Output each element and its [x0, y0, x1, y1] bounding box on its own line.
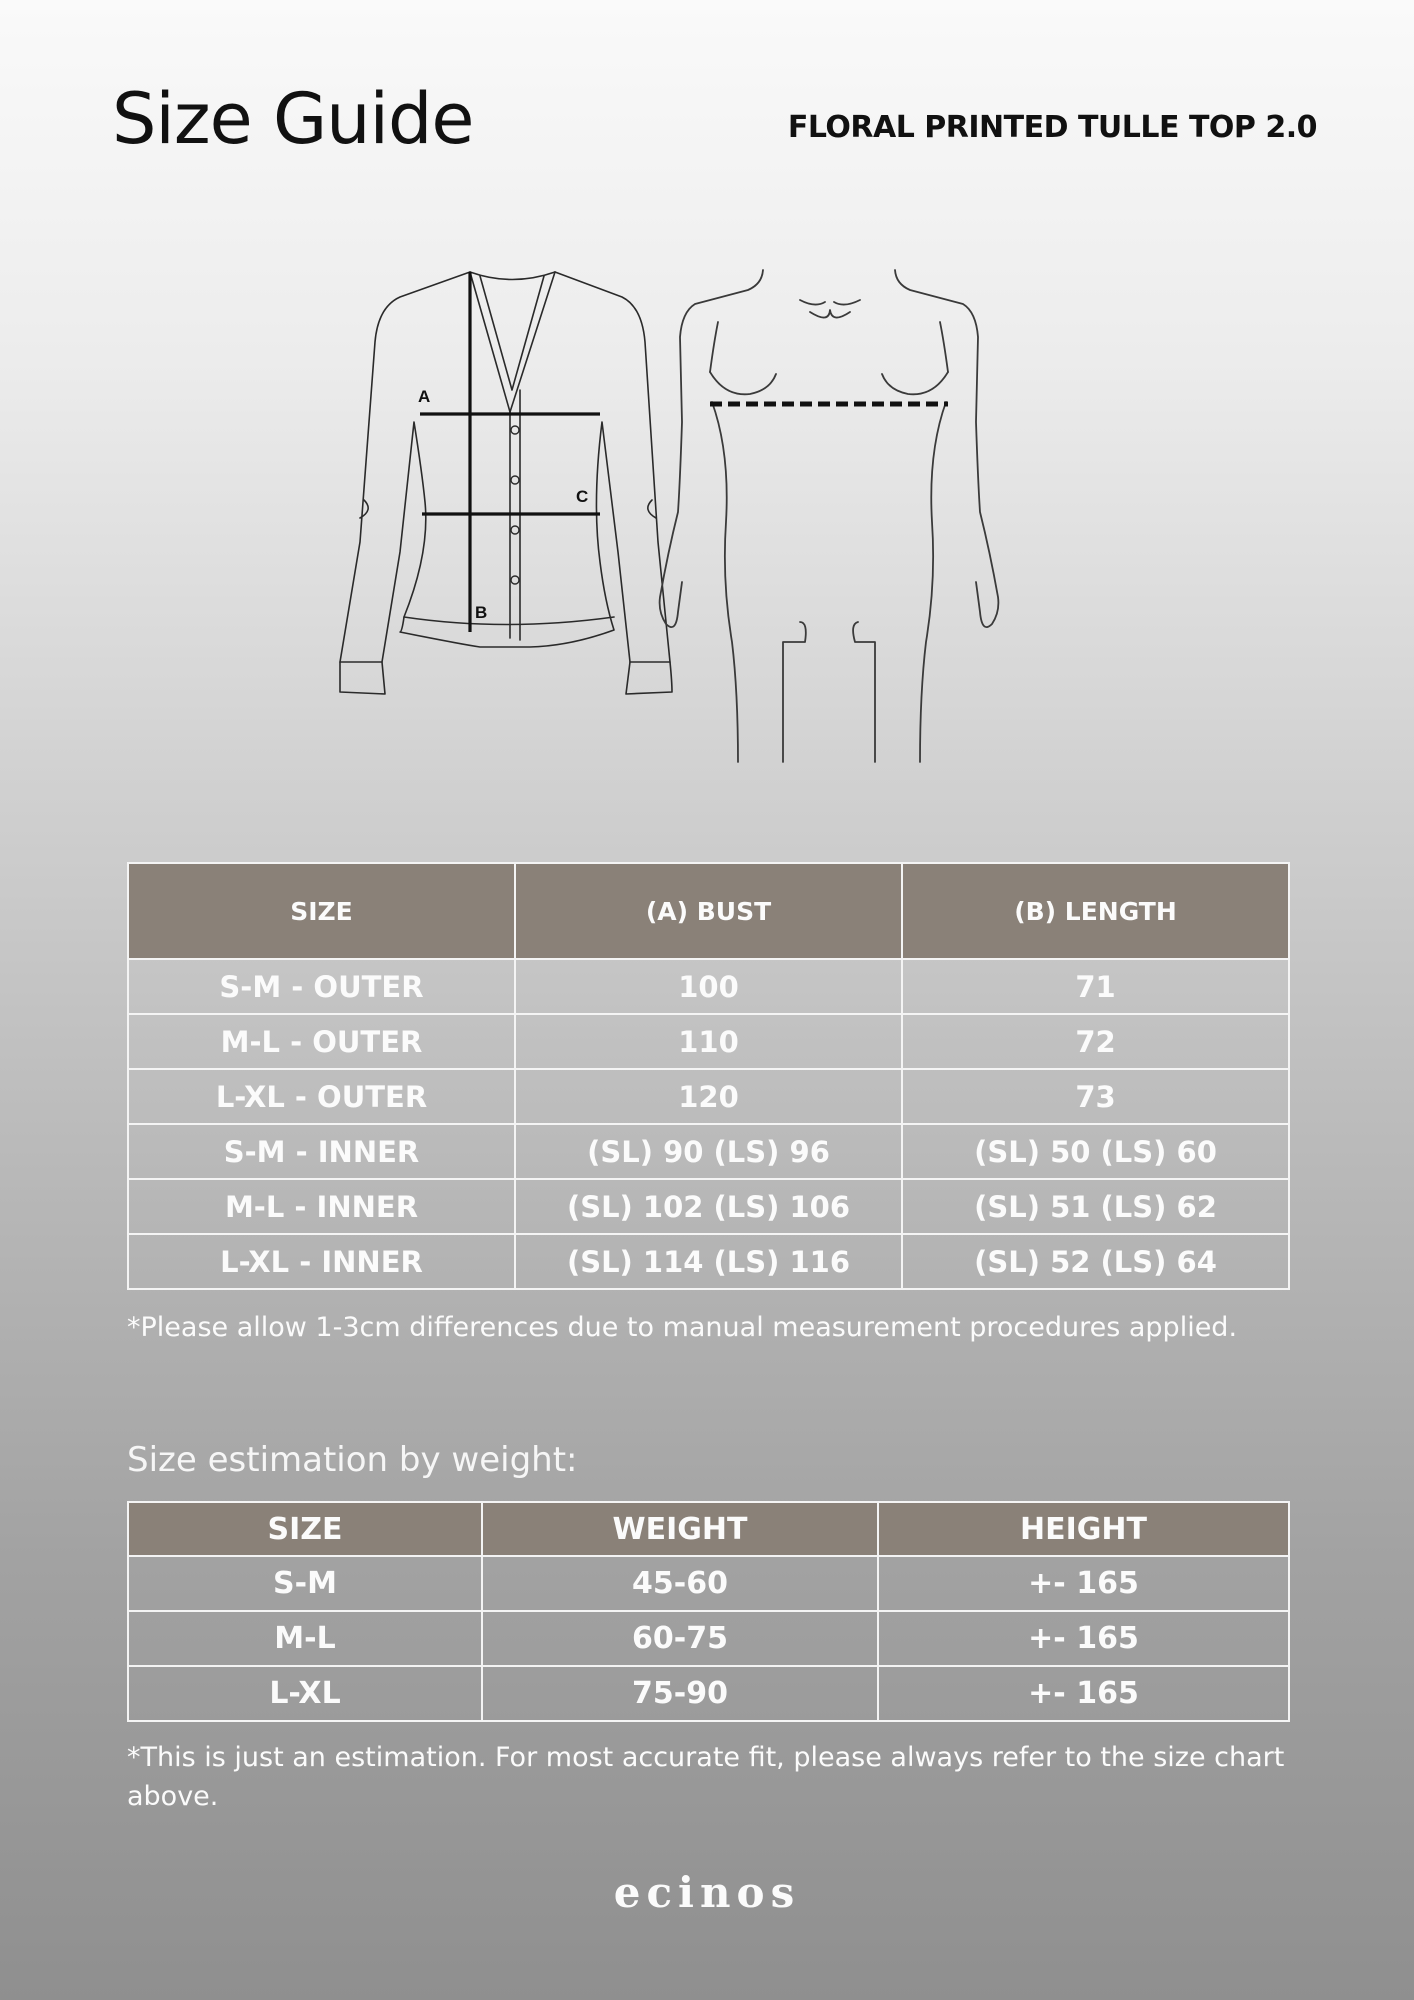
size-cell: S-M - OUTER: [128, 959, 515, 1014]
height-cell: +- 165: [878, 1666, 1289, 1721]
size-cell: L-XL: [128, 1666, 482, 1721]
label-b: B: [475, 603, 488, 622]
table-row: [128, 1179, 1289, 1234]
table-row: [128, 959, 1289, 1014]
table-row: [128, 1014, 1289, 1069]
size-chart-col-bust: (A) BUST: [515, 863, 902, 959]
size-chart-header-row: [128, 863, 1289, 959]
bust-cell: (SL) 102 (LS) 106: [515, 1179, 902, 1234]
size-cell: M-L - INNER: [128, 1179, 515, 1234]
body-figure-drawing: [660, 270, 999, 762]
length-cell: (SL) 50 (LS) 60: [902, 1124, 1289, 1179]
table-row: [128, 1556, 1289, 1611]
size-cell: M-L - OUTER: [128, 1014, 515, 1069]
weight-chart-col-size: SIZE: [128, 1502, 482, 1556]
size-chart-col-length: (B) LENGTH: [902, 863, 1289, 959]
label-c: C: [576, 487, 589, 506]
measurement-labels: [418, 387, 588, 622]
bust-cell: 100: [515, 959, 902, 1014]
size-cell: S-M - INNER: [128, 1124, 515, 1179]
table-row: [128, 1666, 1289, 1721]
length-cell: 72: [902, 1014, 1289, 1069]
weight-cell: 60-75: [482, 1611, 878, 1666]
length-cell: (SL) 52 (LS) 64: [902, 1234, 1289, 1289]
cardigan-drawing: [340, 272, 672, 694]
product-name: FLORAL PRINTED TULLE TOP 2.0: [787, 110, 1317, 145]
bust-cell: (SL) 90 (LS) 96: [515, 1124, 902, 1179]
height-cell: +- 165: [878, 1556, 1289, 1611]
weight-chart-col-weight: WEIGHT: [482, 1502, 878, 1556]
cardigan-buttons: [511, 426, 519, 584]
length-cell: 73: [902, 1069, 1289, 1124]
weight-chart-table: [127, 1501, 1290, 1722]
label-a: A: [418, 387, 431, 406]
weight-section-title: Size estimation by weight:: [127, 1440, 578, 1480]
weight-cell: 45-60: [482, 1556, 878, 1611]
size-cell: S-M: [128, 1556, 482, 1611]
table-row: [128, 1069, 1289, 1124]
table-row: [128, 1124, 1289, 1179]
size-chart-col-size: SIZE: [128, 863, 515, 959]
estimation-note: *This is just an estimation. For most accurate fit, please always refer to the size chart above.: [127, 1742, 1285, 1812]
page-title: Size Guide: [112, 78, 474, 160]
length-cell: 71: [902, 959, 1289, 1014]
length-cell: (SL) 51 (LS) 62: [902, 1179, 1289, 1234]
weight-cell: 75-90: [482, 1666, 878, 1721]
bust-cell: 110: [515, 1014, 902, 1069]
size-cell: M-L: [128, 1611, 482, 1666]
bust-cell: 120: [515, 1069, 902, 1124]
height-cell: +- 165: [878, 1611, 1289, 1666]
bust-cell: (SL) 114 (LS) 116: [515, 1234, 902, 1289]
garment-measurement-illustration: [330, 262, 1030, 787]
table-row: [128, 1234, 1289, 1289]
size-cell: L-XL - INNER: [128, 1234, 515, 1289]
weight-chart-header-row: [128, 1502, 1289, 1556]
brand-logo: ecinos: [613, 1868, 801, 1917]
weight-chart-col-height: HEIGHT: [878, 1502, 1289, 1556]
size-chart-table: [127, 862, 1290, 1290]
size-cell: L-XL - OUTER: [128, 1069, 515, 1124]
table-row: [128, 1611, 1289, 1666]
measurement-note: *Please allow 1-3cm differences due to manual measurement procedures applied.: [127, 1312, 1238, 1343]
